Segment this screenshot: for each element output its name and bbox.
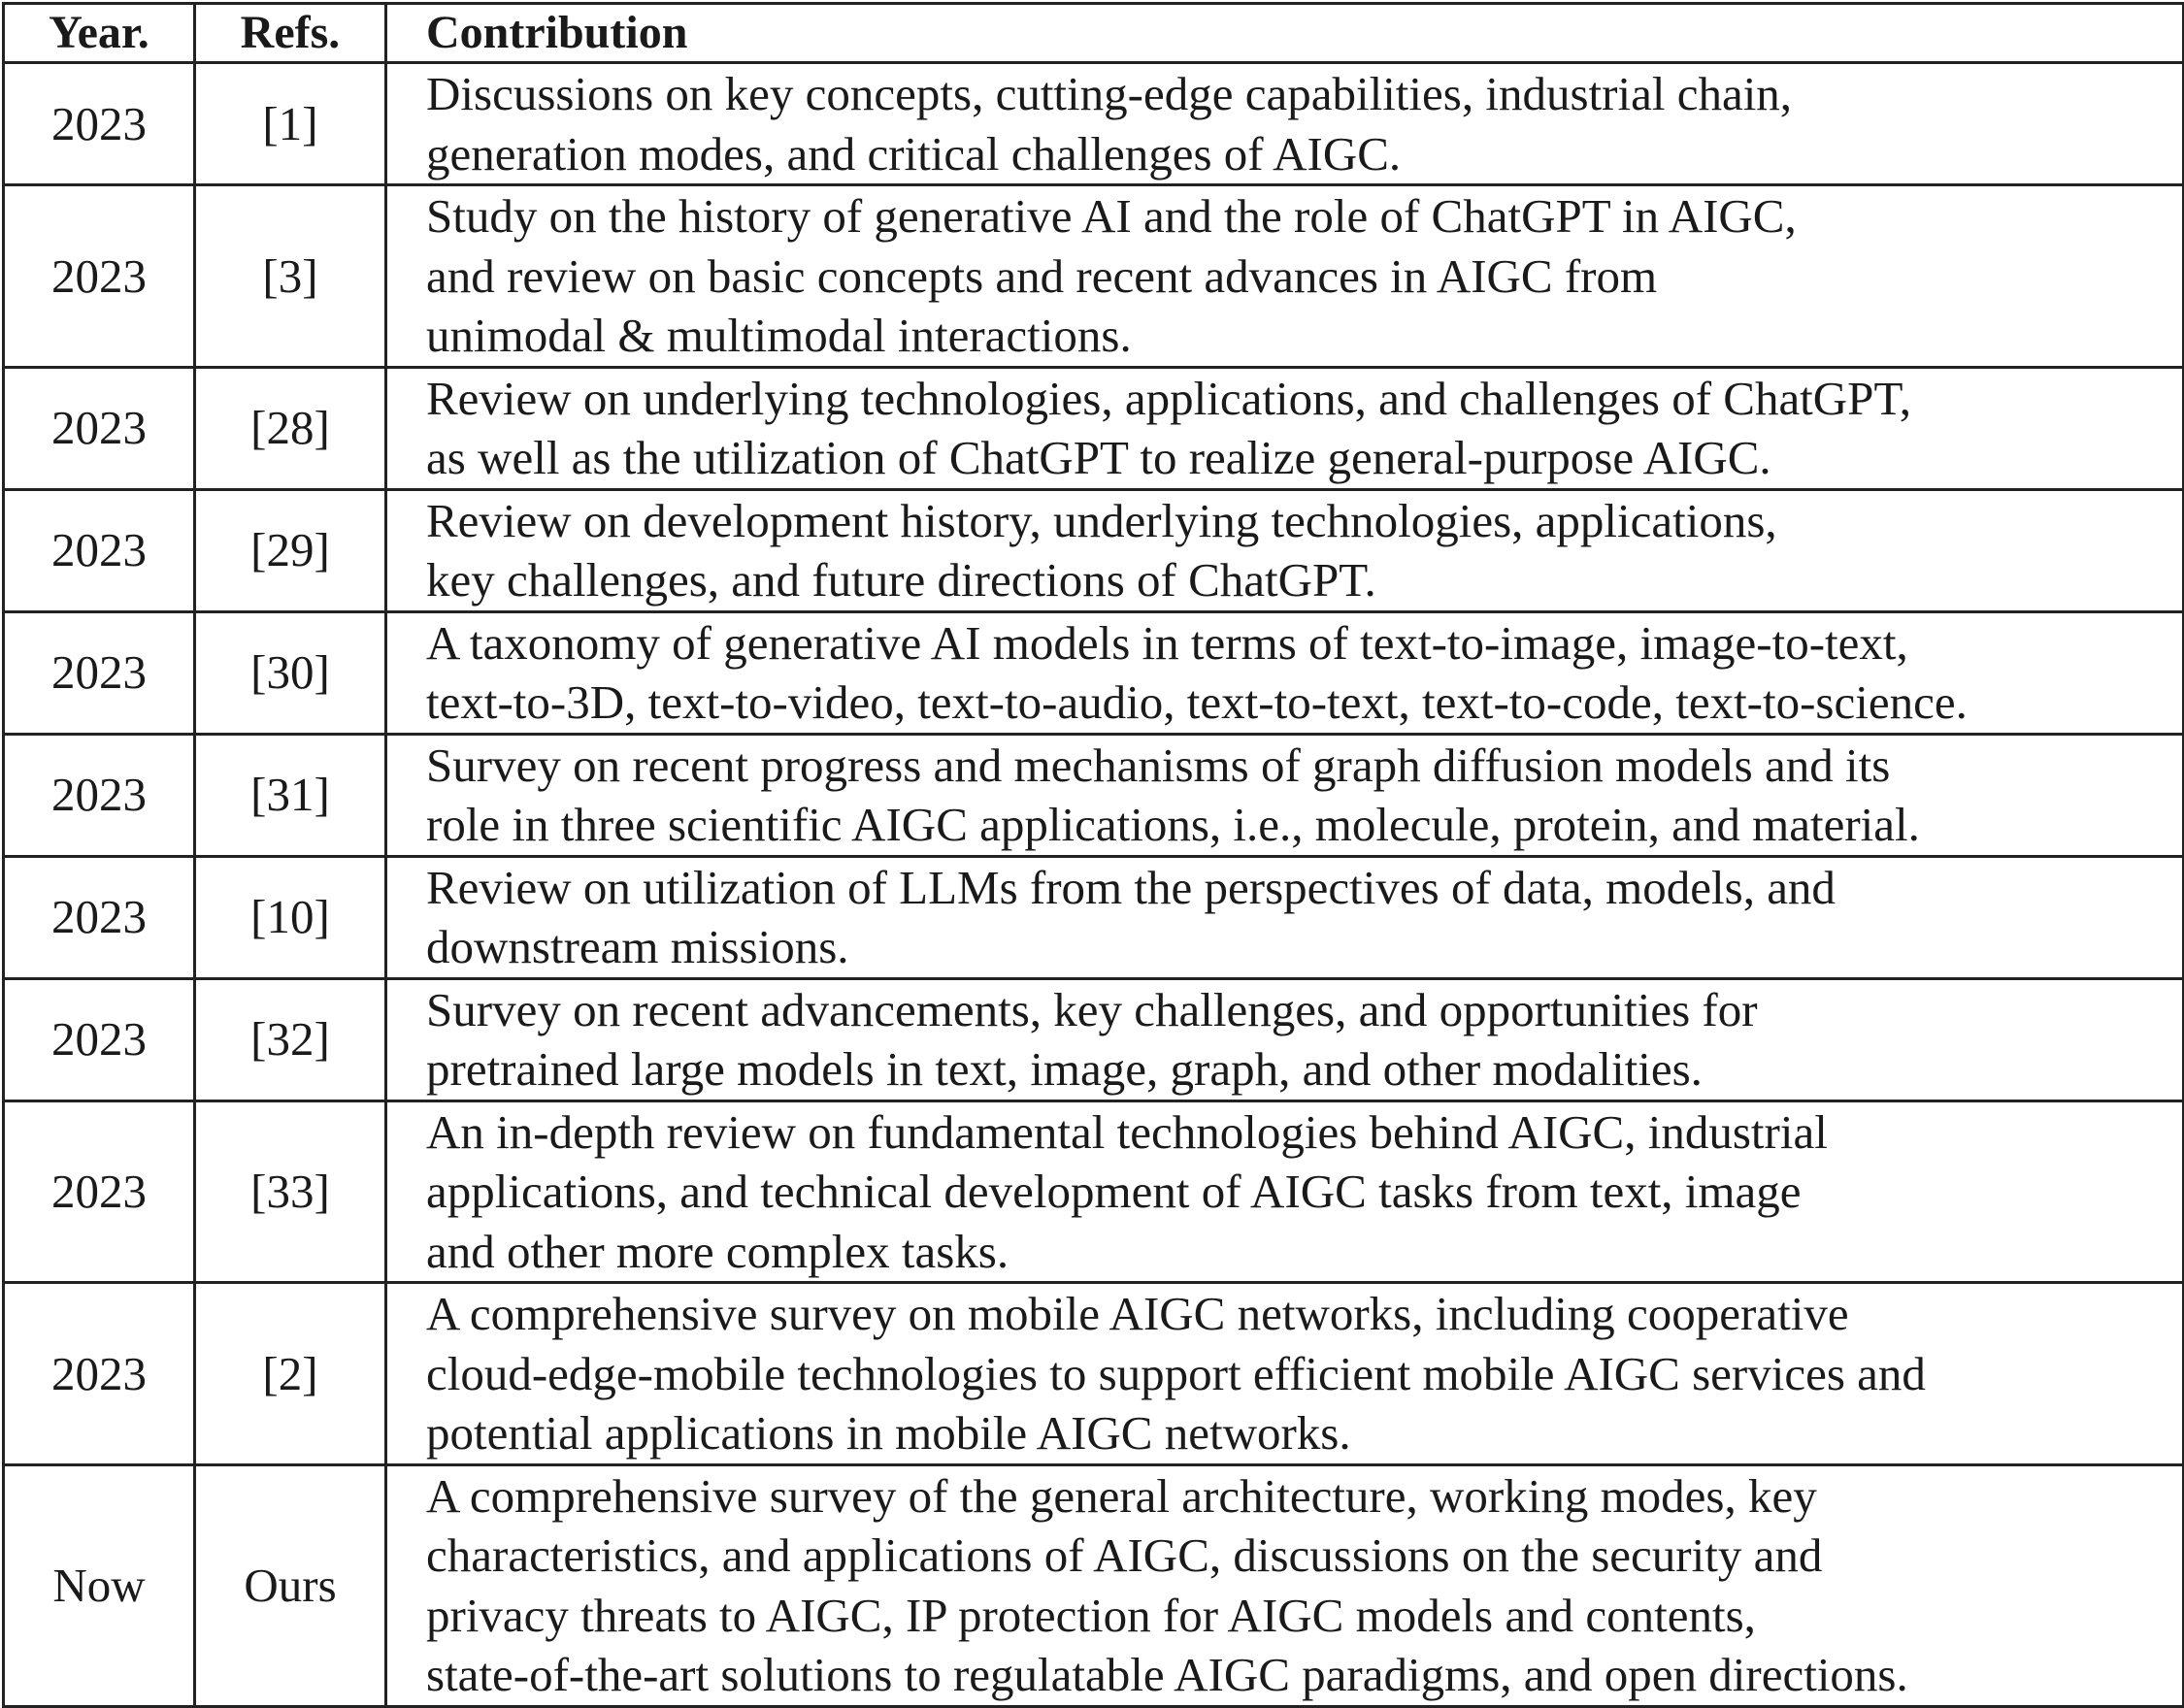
cell-contribution: Review on underlying technologies, applications, and challenges of ChatGPT, as well as the utilization of ChatGPT to realize general-purpose AIGC. — [386, 367, 2184, 489]
cell-ref: [2] — [195, 1283, 386, 1465]
cell-year: 2023 — [4, 367, 195, 489]
table-row — [4, 185, 2184, 368]
header-refs: Refs. — [195, 4, 386, 63]
cell-ref: [33] — [195, 1100, 386, 1283]
cell-ref: [3] — [195, 185, 386, 368]
cell-year: 2023 — [4, 63, 195, 185]
cell-contribution: Review on development history, underlying technologies, applications, key challenges, and future directions of ChatGPT. — [386, 489, 2184, 611]
cell-year: 2023 — [4, 1100, 195, 1283]
cell-contribution: Survey on recent advancements, key challenges, and opportunities for pretrained large models in text, image, graph, and other modalities. — [386, 978, 2184, 1100]
cell-contribution: A comprehensive survey of the general architecture, working modes, key characteristics, and applications of AIGC, discussions on the security and privacy threats to AIGC, IP protection for AIGC models and contents, state-of-the-art solutions to regulatable AIGC paradigms, and open directions. — [386, 1464, 2184, 1706]
table-row — [4, 63, 2184, 185]
cell-year: 2023 — [4, 734, 195, 856]
table-header — [4, 4, 2184, 63]
table-row — [4, 1283, 2184, 1465]
cell-contribution: An in-depth review on fundamental technologies behind AIGC, industrial applications, and technical development of AIGC tasks from text, image and other more complex tasks. — [386, 1100, 2184, 1283]
cell-year: 2023 — [4, 1283, 195, 1465]
cell-contribution: Study on the history of generative AI and the role of ChatGPT in AIGC, and review on basic concepts and recent advances in AIGC from unimodal & multimodal interactions. — [386, 185, 2184, 368]
table-row — [4, 1100, 2184, 1283]
cell-contribution: A taxonomy of generative AI models in terms of text-to-image, image-to-text, text-to-3D, text-to-video, text-to-audio, text-to-text, text-to-code, text-to-science. — [386, 611, 2184, 734]
cell-year: 2023 — [4, 978, 195, 1100]
cell-ref: [10] — [195, 856, 386, 978]
cell-ref: [31] — [195, 734, 386, 856]
header-year: Year. — [4, 4, 195, 63]
cell-year: 2023 — [4, 611, 195, 734]
table-body — [4, 63, 2184, 1707]
header-row — [4, 4, 2184, 63]
cell-ref: [1] — [195, 63, 386, 185]
table-row — [4, 367, 2184, 489]
header-contribution: Contribution — [386, 4, 2184, 63]
cell-contribution: Discussions on key concepts, cutting-edge capabilities, industrial chain, generation modes, and critical challenges of AIGC. — [386, 63, 2184, 185]
cell-ref: [29] — [195, 489, 386, 611]
cell-year: 2023 — [4, 856, 195, 978]
table-row — [4, 489, 2184, 611]
table-row — [4, 978, 2184, 1100]
cell-year: 2023 — [4, 185, 195, 368]
cell-year: Now — [4, 1464, 195, 1706]
cell-ref: [30] — [195, 611, 386, 734]
cell-ref: [32] — [195, 978, 386, 1100]
table-row — [4, 856, 2184, 978]
table-row — [4, 734, 2184, 856]
cell-contribution: Review on utilization of LLMs from the perspectives of data, models, and downstream missions. — [386, 856, 2184, 978]
table-row — [4, 611, 2184, 734]
cell-contribution: A comprehensive survey on mobile AIGC networks, including cooperative cloud-edge-mobile technologies to support efficient mobile AIGC services and potential applications in mobile AIGC networks. — [386, 1283, 2184, 1465]
survey-comparison-table — [2, 2, 2184, 1708]
cell-ref: [28] — [195, 367, 386, 489]
cell-ref: Ours — [195, 1464, 386, 1706]
table-row — [4, 1464, 2184, 1706]
cell-year: 2023 — [4, 489, 195, 611]
cell-contribution: Survey on recent progress and mechanisms of graph diffusion models and its role in three scientific AIGC applications, i.e., molecule, protein, and material. — [386, 734, 2184, 856]
